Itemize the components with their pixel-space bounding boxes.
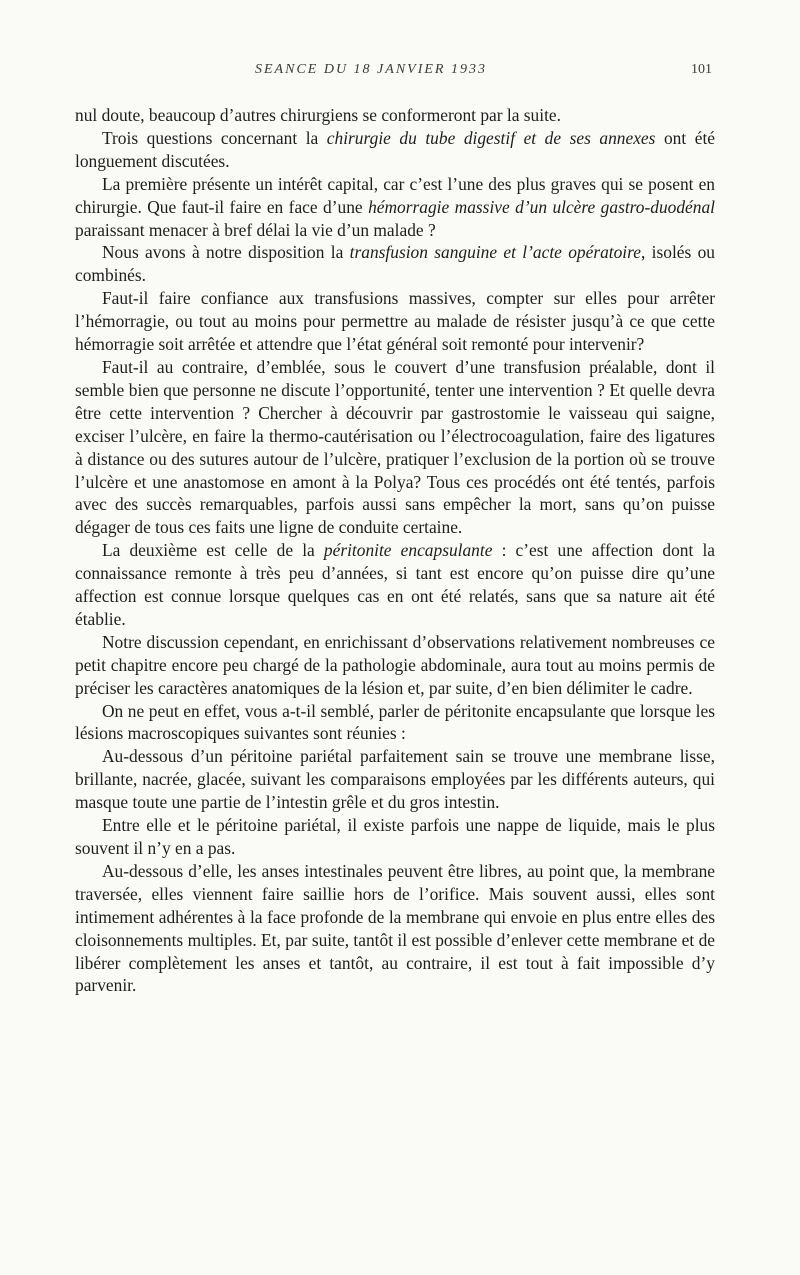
text-run: On ne peut en effet, vous a-t-il semblé, parler de péritonite encapsulante que lorsque les lésions macroscopiques suivantes sont réunies : <box>75 700 715 744</box>
page-number: 101 <box>691 62 712 77</box>
italic-text-run: transfusion sanguine et l’acte opératoire <box>349 242 641 263</box>
text-run: Faut-il faire confiance aux transfusions massives, compter sur elles pour arrêter l’hémorragie, ou tout au moins pour permettre au malade de résister jusqu’à ce que cette hémorragie soit arrêtée et attendre que l’état général soit remonté pour intervenir? <box>75 288 715 355</box>
running-title: SEANCE DU 18 JANVIER 1933 <box>255 62 487 77</box>
text-run: La première présente un intérêt capital, car c’est l’une des plus graves qui se posent en chirurgie. Que faut-il faire en face d’une <box>75 173 715 217</box>
paragraph <box>75 356 715 539</box>
paragraph <box>75 745 715 814</box>
paragraph <box>75 860 715 997</box>
text-run: Au-dessous d’un péritoine pariétal parfaitement sain se trouve une membrane lisse, brillante, nacrée, glacée, suivant les comparaisons employées par les différents auteurs, qui masque toute une partie de l’intestin grêle et du gros intestin. <box>75 746 715 813</box>
paragraph <box>75 127 715 173</box>
text-run: Faut-il au contraire, d’emblée, sous le couvert d’une transfusion préalable, dont il semble bien que personne ne discute l’opportunité, tenter une intervention ? Et quelle devra être cette intervention ? Chercher à découvrir par gastrostomie le vaisseau qui saigne, exciser l’ulcère, en faire la thermo-cautérisation ou l’électrocoagulation, faire des ligatures à distance ou des sutures autour de l’ulcère, pratiquer l’exclusion de la portion où se trouve l’ulcère et une anastomose en amont à la Polya? Tous ces procédés ont été tentés, parfois avec des succès remarquables, parfois aussi sans empêcher la mort, sans qu’on puisse dégager de tous ces faits une ligne de conduite certaine. <box>75 356 715 538</box>
text-run: paraissant menacer à bref délai la vie d’un malade ? <box>75 219 436 240</box>
text-run: : c’est une affection dont la connaissance remonte à très peu d’années, si tant est encore qu’on puisse dire qu’une affection est connue lorsque quelques cas en ont été relatés, sans que sa nature ait été établie. <box>75 540 715 629</box>
paragraph <box>75 104 715 127</box>
text-run: Entre elle et le péritoine pariétal, il existe parfois une nappe de liquide, mais le plus souvent il n’y en a pas. <box>75 815 715 858</box>
paragraph <box>75 814 715 860</box>
text-run: Au-dessous d’elle, les anses intestinales peuvent être libres, au point que, la membrane traversée, elles viennent faire saillie hors de l’orifice. Mais souvent aussi, elles sont intimement adhérentes à la face profonde de la membrane qui envoie en plus entre elles des cloisonnements multiples. Et, par suite, tantôt il est possible d’enlever cette membrane et de libérer complètement les anses et tantôt, au contraire, il est tout à fait impossible d’y parvenir. <box>75 860 715 996</box>
text-run: Nous avons à notre disposition la <box>102 242 350 263</box>
page-body-text <box>75 104 715 997</box>
italic-text-run: hémorragie massive d’un ulcère gastro-duodénal <box>368 196 715 217</box>
paragraph <box>75 539 715 631</box>
text-run: Trois questions concernant la <box>102 127 327 148</box>
text-run: nul doute, beaucoup d’autres chirurgiens se conformeront par la suite. <box>75 105 561 125</box>
paragraph <box>75 241 715 287</box>
italic-text-run: chirurgie du tube digestif et de ses annexes <box>326 127 656 148</box>
paragraph <box>75 173 715 242</box>
text-run: , isolés ou combinés. <box>75 242 716 286</box>
paragraph <box>75 700 715 746</box>
text-run: Notre discussion cependant, en enrichissant d’observations relativement nombreuses ce petit chapitre encore peu chargé de la pathologie abdominale, aura tout au moins permis de préciser les caractères anatomiques de la lésion et, par suite, d’en bien délimiter le cadre. <box>75 631 715 698</box>
paragraph <box>75 631 715 700</box>
running-header <box>75 62 712 86</box>
text-run: La deuxième est celle de la <box>102 540 324 561</box>
italic-text-run: péritonite encapsulante <box>323 540 493 561</box>
text-run: ont été longuement discutées. <box>75 127 715 171</box>
paragraph <box>75 287 715 356</box>
